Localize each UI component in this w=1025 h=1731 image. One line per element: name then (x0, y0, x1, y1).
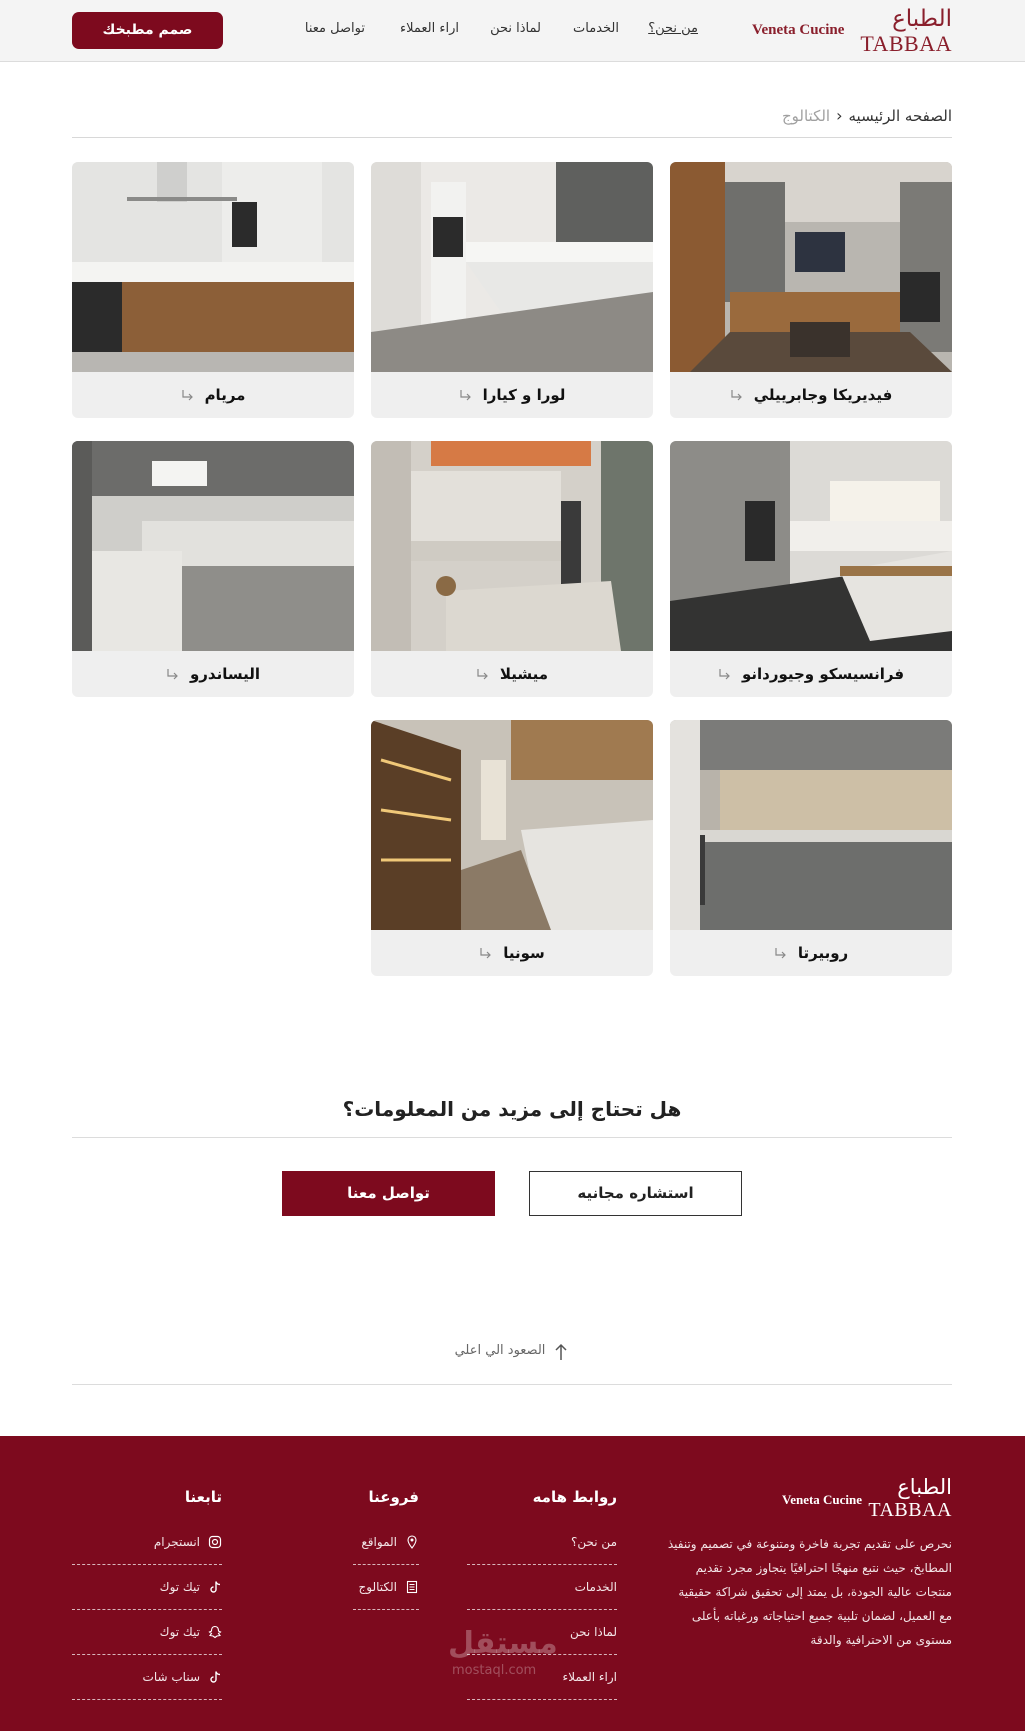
footer-logo-arabic: الطباع (897, 1475, 952, 1499)
social-tiktok-2[interactable] (72, 1655, 222, 1700)
footer-branch-label: الكتالوج (358, 1580, 397, 1594)
nav-about[interactable]: من نحن؟ (648, 21, 698, 36)
footer-link-label: لماذا نحن (570, 1625, 617, 1639)
social-label: انستجرام (153, 1535, 200, 1549)
nav-why-us[interactable]: لماذا نحن (490, 21, 541, 36)
watermark: مستقل (448, 1626, 558, 1661)
logo-english: TABBAA (860, 31, 952, 56)
footer-follow-column (72, 1488, 222, 1700)
contact-us-button[interactable]: تواصل معنا (282, 1171, 495, 1216)
catalog-card[interactable] (371, 720, 653, 976)
divider (72, 1137, 952, 1138)
footer-link-item[interactable] (467, 1565, 617, 1610)
footer-links-title: روابط هامه (532, 1488, 617, 1506)
kitchen-image (371, 720, 653, 930)
tiktok-icon (208, 1580, 222, 1594)
footer-logo-subtitle: Veneta Cucine (782, 1492, 863, 1507)
footer-branches-column (353, 1488, 419, 1610)
catalog-card[interactable] (371, 162, 653, 418)
brand-logo[interactable] (752, 6, 952, 56)
kitchen-image (670, 441, 952, 651)
social-label: تيك توك (159, 1580, 200, 1594)
card-footer (371, 372, 653, 418)
arrow-corner-icon (181, 388, 195, 402)
card-title: روبيرتا (797, 944, 849, 962)
social-label: تيك توك (159, 1625, 200, 1639)
arrow-corner-icon (166, 667, 180, 681)
catalog-card[interactable] (670, 441, 952, 697)
card-title: سونيا (503, 944, 545, 962)
catalog-card[interactable] (72, 441, 354, 697)
scroll-to-top-label: الصعود الي اعلي (454, 1343, 546, 1358)
instagram-icon (208, 1535, 222, 1549)
footer-branch-catalog[interactable] (353, 1565, 419, 1610)
nav-services[interactable]: الخدمات (573, 21, 619, 36)
site-header (0, 0, 1025, 62)
footer-follow-title: تابعنا (184, 1488, 222, 1506)
card-footer (670, 372, 952, 418)
card-footer (670, 930, 952, 976)
logo-subtitle: Veneta Cucine (752, 22, 845, 38)
footer-branch-locations[interactable] (353, 1520, 419, 1565)
nav-reviews[interactable]: اراء العملاء (400, 21, 459, 36)
catalog-card[interactable] (670, 720, 952, 976)
snapchat-icon (208, 1625, 222, 1639)
arrow-up-icon (553, 1343, 569, 1361)
card-footer (72, 651, 354, 697)
arrow-corner-icon (774, 946, 788, 960)
card-title: لورا و كيارا (482, 386, 566, 404)
kitchen-image (670, 720, 952, 930)
catalog-card[interactable] (72, 162, 354, 418)
card-title: اليساندرو (189, 665, 261, 683)
catalog-card[interactable] (371, 441, 653, 697)
card-title: مريام (204, 386, 246, 404)
social-instagram[interactable] (72, 1520, 222, 1565)
kitchen-image (670, 162, 952, 372)
arrow-corner-icon (476, 667, 490, 681)
arrow-corner-icon (459, 388, 473, 402)
kitchen-image (371, 162, 653, 372)
logo-arabic: الطباع (892, 6, 952, 32)
footer-logo-english: TABBAA (868, 1499, 952, 1521)
card-footer (72, 372, 354, 418)
footer-branches-title: فروعنا (368, 1488, 419, 1506)
card-footer (371, 930, 653, 976)
footer-about-text: نحرص على تقديم تجربة فاخرة ومتنوعة في تصميم وتنفيذ المطابخ، حيث نتبع منهجًا احترافيًا يتجاوز مجرد تقديم منتجات عالية الجودة، بل يمتد إلى تحقيق شراكة حقيقية مع العميل، لضمان تلبية جميع احتياجاته ورغباته بأعلى مستوى من الاحترافية والدقة (667, 1537, 952, 1647)
footer-link-label: اراء العملاء (562, 1670, 617, 1684)
social-label: سناب شات (142, 1670, 200, 1684)
footer-link-item[interactable] (467, 1520, 617, 1565)
catalog-card[interactable] (670, 162, 952, 418)
breadcrumb-current: الكتالوج (781, 107, 831, 125)
footer-link-label: من نحن؟ (571, 1535, 617, 1549)
footer-branch-label: المواقع (361, 1535, 397, 1549)
document-icon (405, 1580, 419, 1594)
card-title: فرانسيسكو وجيوردانو (741, 665, 905, 683)
card-footer (670, 651, 952, 697)
kitchen-image (72, 162, 354, 372)
more-info-title: هل تحتاج إلى مزيد من المعلومات؟ (342, 1097, 682, 1121)
watermark-url: mostaql.com (452, 1663, 537, 1678)
kitchen-image (72, 441, 354, 651)
tiktok-icon (208, 1670, 222, 1684)
card-footer (371, 651, 653, 697)
card-title: ميشيلا (499, 665, 549, 683)
site-footer (0, 1436, 1025, 1731)
free-consultation-button[interactable]: استشاره مجانيه (529, 1171, 742, 1216)
scroll-to-top[interactable] (72, 1343, 952, 1385)
arrow-corner-icon (718, 667, 732, 681)
location-pin-icon (405, 1535, 419, 1549)
card-title: فيديريكا وجابرييلي (753, 386, 893, 404)
breadcrumb-home[interactable]: الصفحه الرئيسيه (848, 107, 952, 125)
footer-link-label: الخدمات (574, 1580, 617, 1594)
social-tiktok[interactable] (72, 1565, 222, 1610)
breadcrumb (72, 106, 952, 138)
social-snapchat[interactable] (72, 1610, 222, 1655)
arrow-corner-icon (479, 946, 493, 960)
kitchen-image (371, 441, 653, 651)
nav-contact[interactable]: تواصل معنا (304, 21, 365, 36)
design-kitchen-button[interactable]: صمم مطبخك (72, 12, 223, 49)
chevron-left-icon: ‹ (836, 106, 843, 125)
arrow-corner-icon (730, 388, 744, 402)
footer-logo[interactable] (782, 1474, 952, 1522)
